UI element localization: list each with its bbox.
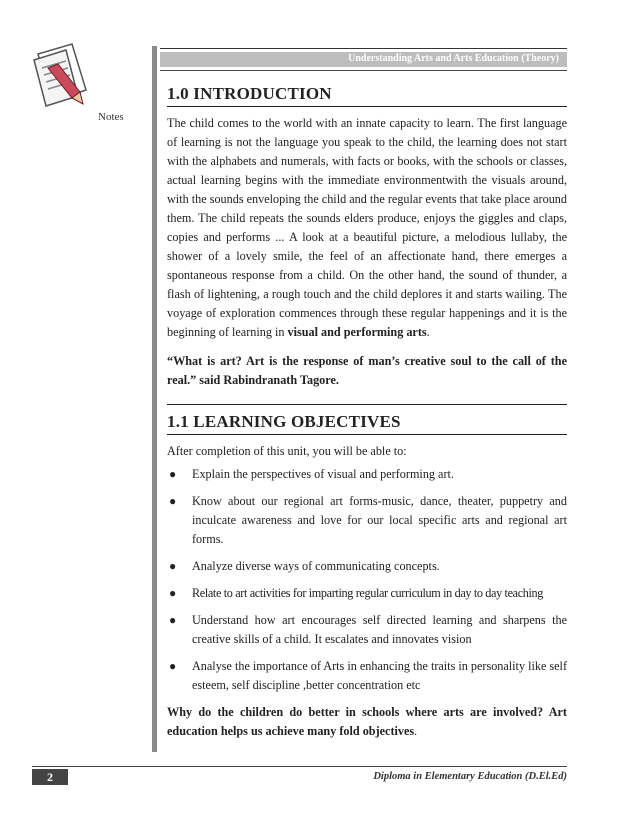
list-item-text: Understand how art encourages self directed learning and sharpens the creative skills of a child. It escalates and innovates vision bbox=[192, 613, 567, 646]
list-item bbox=[167, 465, 567, 484]
bullet-icon: ● bbox=[169, 467, 177, 481]
closing-text: Why do the children do better in schools where arts are involved? Art education helps us achieve many fold objectives bbox=[167, 705, 567, 738]
closing-end: . bbox=[414, 724, 418, 738]
bullet-icon: ● bbox=[169, 559, 177, 573]
list-item-text: Analyse the importance of Arts in enhancing the traits in personality like self esteem, self discipline ,better concentration etc bbox=[192, 659, 568, 692]
running-footer: Diploma in Elementary Education (D.El.Ed) bbox=[373, 771, 567, 782]
page-number: 2 bbox=[32, 769, 68, 785]
section-learning-objectives bbox=[167, 404, 567, 741]
list-item bbox=[167, 492, 567, 549]
bullet-icon: ● bbox=[169, 659, 177, 673]
list-item-text: Explain the perspectives of visual and performing art. bbox=[192, 467, 454, 481]
list-item-text: Know about our regional art forms-music, dance, theater, puppetry and inculcate awareness and love for our local specific arts and regional art forms. bbox=[192, 494, 567, 546]
bullet-icon: ● bbox=[169, 494, 177, 508]
bullet-icon: ● bbox=[169, 586, 177, 600]
notes-pencil-icon bbox=[28, 40, 98, 110]
header-top-rule bbox=[160, 48, 567, 49]
objectives-list bbox=[167, 465, 567, 695]
running-header: Understanding Arts and Arts Education (Theory) bbox=[348, 53, 559, 64]
paragraph-end: . bbox=[426, 325, 430, 339]
list-item-text: Analyze diverse ways of communicating concepts. bbox=[192, 559, 440, 573]
paragraph-text: The child comes to the world with an innate capacity to learn. The first language of learning is not the language you speak to the child, the learning does not start with the alphabets and numerals, with facts or books, with the schools or classes, actual learning begins with the immediate environmentwith the visuals around, with the sounds enveloping the child and the regular events that take place around them. The child repeats the sounds elders produce, enjoys the giggles and claps, copies and performs ... A look at a beautiful picture, a melodious lullaby, the shower of a lovely smile, the feel of an affectionate hand, there emerges a spontaneous response from a child. On the other hand, the sound of thunder, a flash of lightening, a rough touch and the child deplores it and starts wailing. The voyage of exploration commences through these regular happenings and it is the beginning of learning in bbox=[167, 116, 567, 339]
page-content bbox=[167, 84, 567, 741]
intro-paragraph bbox=[167, 114, 567, 342]
header-band bbox=[160, 52, 567, 67]
bullet-icon: ● bbox=[169, 613, 177, 627]
list-item-text: Relate to art activities for imparting regular curriculum in day to day teaching bbox=[192, 586, 544, 600]
section-introduction bbox=[167, 84, 567, 390]
notes-label: Notes bbox=[98, 111, 124, 123]
list-item bbox=[167, 657, 567, 695]
list-item bbox=[167, 584, 567, 603]
closing-paragraph bbox=[167, 703, 567, 741]
tagore-quote: “What is art? Art is the response of man’s creative soul to the call of the real.” said Rabindranath Tagore. bbox=[167, 354, 567, 387]
margin-bar bbox=[152, 46, 157, 752]
objectives-intro: After completion of this unit, you will be able to: bbox=[167, 444, 407, 458]
list-item bbox=[167, 611, 567, 649]
list-item bbox=[167, 557, 567, 576]
header-bottom-rule bbox=[160, 70, 567, 71]
footer-rule bbox=[32, 766, 567, 767]
section-heading: 1.0 INTRODUCTION bbox=[167, 84, 567, 107]
section-heading: 1.1 LEARNING OBJECTIVES bbox=[167, 404, 567, 435]
paragraph-bold-text: visual and performing arts bbox=[287, 325, 427, 339]
